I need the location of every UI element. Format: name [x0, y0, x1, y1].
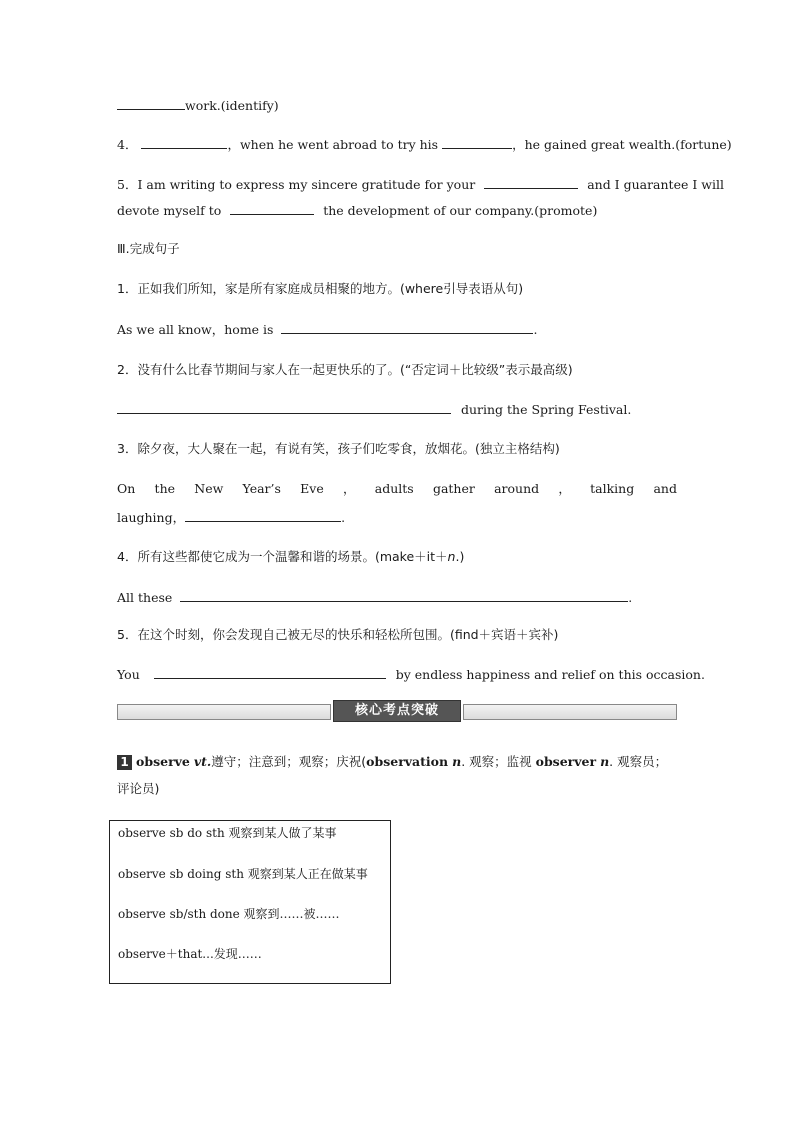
banner-title: 核心考点突破 [333, 700, 461, 722]
sentence-answer-2 [117, 401, 677, 418]
meaning-2: . 观察；监视 [461, 754, 536, 769]
word: On [117, 481, 136, 496]
text: by endless happiness and relief on this occasion. [395, 667, 705, 682]
section-heading: Ⅲ.完成句子 [117, 241, 180, 256]
sentence-prompt-3: 3．除夕夜，大人聚在一起，有说有笑，孩子们吃零食，放烟花。(独立主格结构) [117, 441, 560, 456]
word: Eve [300, 481, 324, 496]
exercise-line-5-cont [117, 202, 677, 219]
text: laughing， [117, 510, 186, 525]
word: gather [432, 481, 475, 496]
period: . [533, 322, 538, 337]
usage-box [109, 820, 391, 984]
text: ，when he went abroad to try his [227, 137, 439, 152]
usage-row: observe sb doing sth 观察到某人正在做某事 [118, 867, 368, 881]
usage-row: observe sb/sth done 观察到……被…… [118, 907, 340, 921]
item-number: 4． [117, 137, 138, 152]
derived-word-1: observation [366, 754, 449, 769]
answer-blank[interactable] [180, 589, 628, 602]
point-number-badge: 1 [117, 755, 132, 770]
exercise-line-5 [117, 176, 724, 193]
word: and [653, 481, 677, 496]
word: around [494, 481, 540, 496]
key-point-1 [117, 754, 677, 770]
sentence-answer-4 [117, 589, 677, 606]
answer-blank[interactable] [141, 136, 227, 149]
answer-blank[interactable] [185, 509, 341, 522]
period: . [341, 510, 346, 525]
sentence-answer-3-cont [117, 509, 677, 526]
text: work.(identify) [185, 98, 279, 113]
answer-blank[interactable] [154, 666, 386, 679]
sentence-prompt-4 [117, 549, 677, 565]
answer-blank[interactable] [117, 97, 185, 110]
answer-blank[interactable] [230, 202, 314, 215]
text: devote myself to [117, 203, 222, 218]
word: Year’s [242, 481, 281, 496]
exercise-line-3-cont [117, 97, 677, 114]
text: 4．所有这些都使它成为一个温馨和谐的场景。(make＋it＋ [117, 549, 448, 564]
sentence-prompt-1: 1．正如我们所知，家是所有家庭成员相聚的地方。(where引导表语从句) [117, 281, 524, 296]
text: during the Spring Festival. [460, 402, 632, 417]
word: adults [374, 481, 414, 496]
word: ， [343, 481, 356, 496]
text: All these [117, 590, 173, 605]
text: 5．I am writing to express my sincere gratitude for your [117, 177, 476, 192]
pos-n-2: n [600, 754, 610, 769]
text: As we all know，home is [117, 322, 274, 337]
word: the [154, 481, 176, 496]
sentence-answer-3 [117, 481, 677, 497]
pos-n-1: n [452, 754, 462, 769]
key-point-1-cont: 评论员) [117, 781, 160, 796]
headword: observe [136, 754, 190, 769]
abbr-n: n [447, 549, 456, 564]
banner-rule-left [117, 704, 331, 720]
sentence-answer-5 [117, 666, 705, 683]
part-of-speech: vt. [193, 754, 212, 769]
text: and I guarantee I will [587, 177, 724, 192]
meaning: 遵守；注意到；观察；庆祝( [211, 754, 367, 769]
word: ， [558, 481, 571, 496]
period: . [628, 590, 633, 605]
banner-rule-right [463, 704, 677, 720]
answer-blank[interactable] [117, 401, 451, 414]
answer-blank[interactable] [442, 136, 512, 149]
section-banner [117, 700, 677, 722]
answer-blank[interactable] [281, 321, 533, 334]
sentence-prompt-5: 5．在这个时刻，你会发现自己被无尽的快乐和轻松所包围。(find＋宾语＋宾补) [117, 627, 559, 642]
exercise-line-4 [117, 136, 732, 153]
meaning-3: . 观察员； [609, 754, 668, 769]
usage-row: observe sb do sth 观察到某人做了某事 [118, 826, 337, 840]
text: .) [455, 549, 465, 564]
usage-row: observe＋that...发现…… [118, 947, 262, 961]
text: ，he gained great wealth.(fortune) [512, 137, 732, 152]
word: talking [590, 481, 635, 496]
text: You [117, 667, 140, 682]
sentence-prompt-2: 2．没有什么比春节期间与家人在一起更快乐的了。(“否定词＋比较级”表示最高级) [117, 362, 573, 377]
text: the development of our company.(promote) [323, 203, 598, 218]
derived-word-2: observer [535, 754, 597, 769]
word: New [194, 481, 224, 496]
answer-blank[interactable] [484, 176, 578, 189]
sentence-answer-1 [117, 321, 677, 338]
